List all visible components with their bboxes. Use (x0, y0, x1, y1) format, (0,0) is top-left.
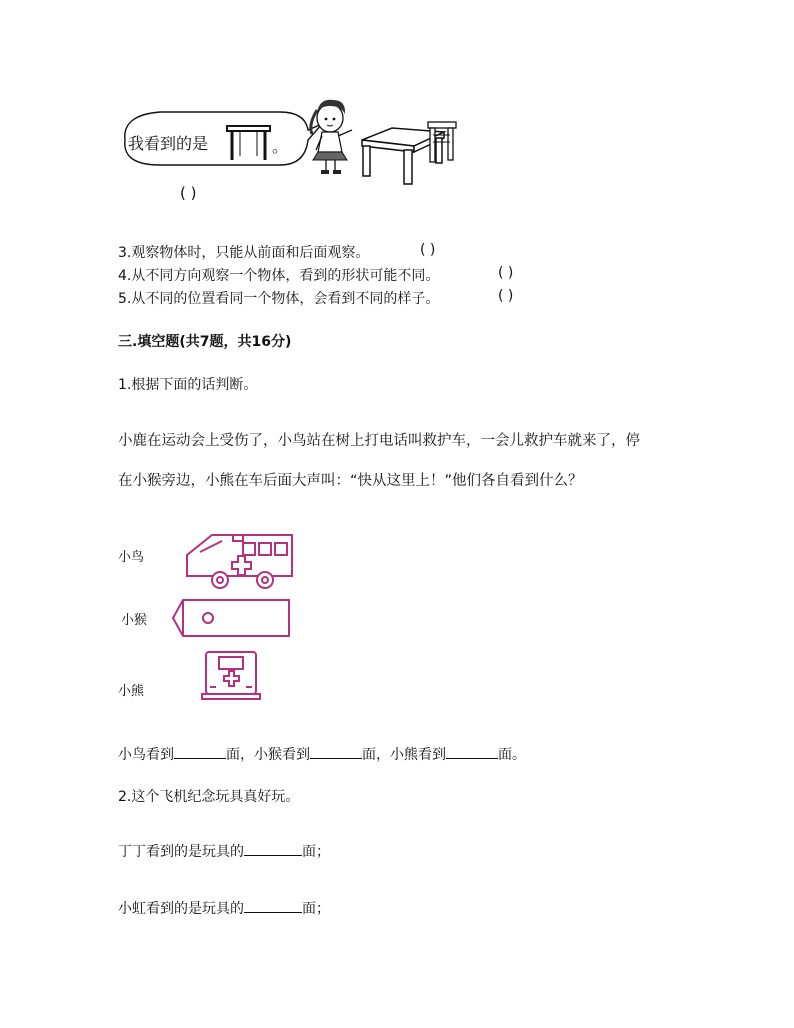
answer-blank[interactable] (244, 843, 302, 856)
q1-answer-line: 小鸟看到 面，小猴看到 面，小熊看到 面。 (118, 747, 526, 763)
q1-story-line1: 小鹿在运动会上受伤了，小鸟站在树上打电话叫救护车，一会儿救护车就来了，停 (118, 433, 640, 449)
speech-period: 。 (272, 137, 289, 156)
judgment-text: 5.从不同的位置看同一个物体，会看到不同的样子。 (118, 291, 440, 307)
judgment-paren: ( ) (498, 288, 514, 304)
judgment-text: 4.从不同方向观察一个物体，看到的形状可能不同。 (118, 268, 440, 284)
judgment-text: 3.观察物体时，只能从前面和后面观察。 (118, 245, 370, 261)
q2-line1: 丁丁看到的是玩具的 面； (118, 844, 330, 860)
answer-blank[interactable] (310, 746, 362, 759)
q1-prompt: 1.根据下面的话判断。 (118, 377, 258, 393)
figure-answer-paren: ( ) (180, 184, 197, 202)
label-bear: 小熊 (118, 684, 145, 699)
answer-blank[interactable] (174, 746, 226, 759)
q1-story-line2: 在小猴旁边，小熊在车后面大声叫：“快从这里上！”他们各自看到什么？ (118, 473, 583, 489)
judgment-paren: ( ) (498, 265, 514, 281)
section-heading: 三.填空题(共7题，共16分) (118, 334, 292, 350)
speech-text: 我看到的是 (128, 134, 209, 153)
q2-line2: 小虹看到的是玩具的 面； (118, 901, 330, 917)
q2-prompt: 2.这个飞机纪念玩具真好玩。 (118, 789, 300, 805)
label-monkey: 小猴 (121, 613, 148, 628)
answer-blank[interactable] (244, 900, 302, 913)
label-bird: 小鸟 (118, 550, 145, 565)
answer-blank[interactable] (446, 746, 498, 759)
judgment-paren: ( ) (420, 242, 436, 258)
